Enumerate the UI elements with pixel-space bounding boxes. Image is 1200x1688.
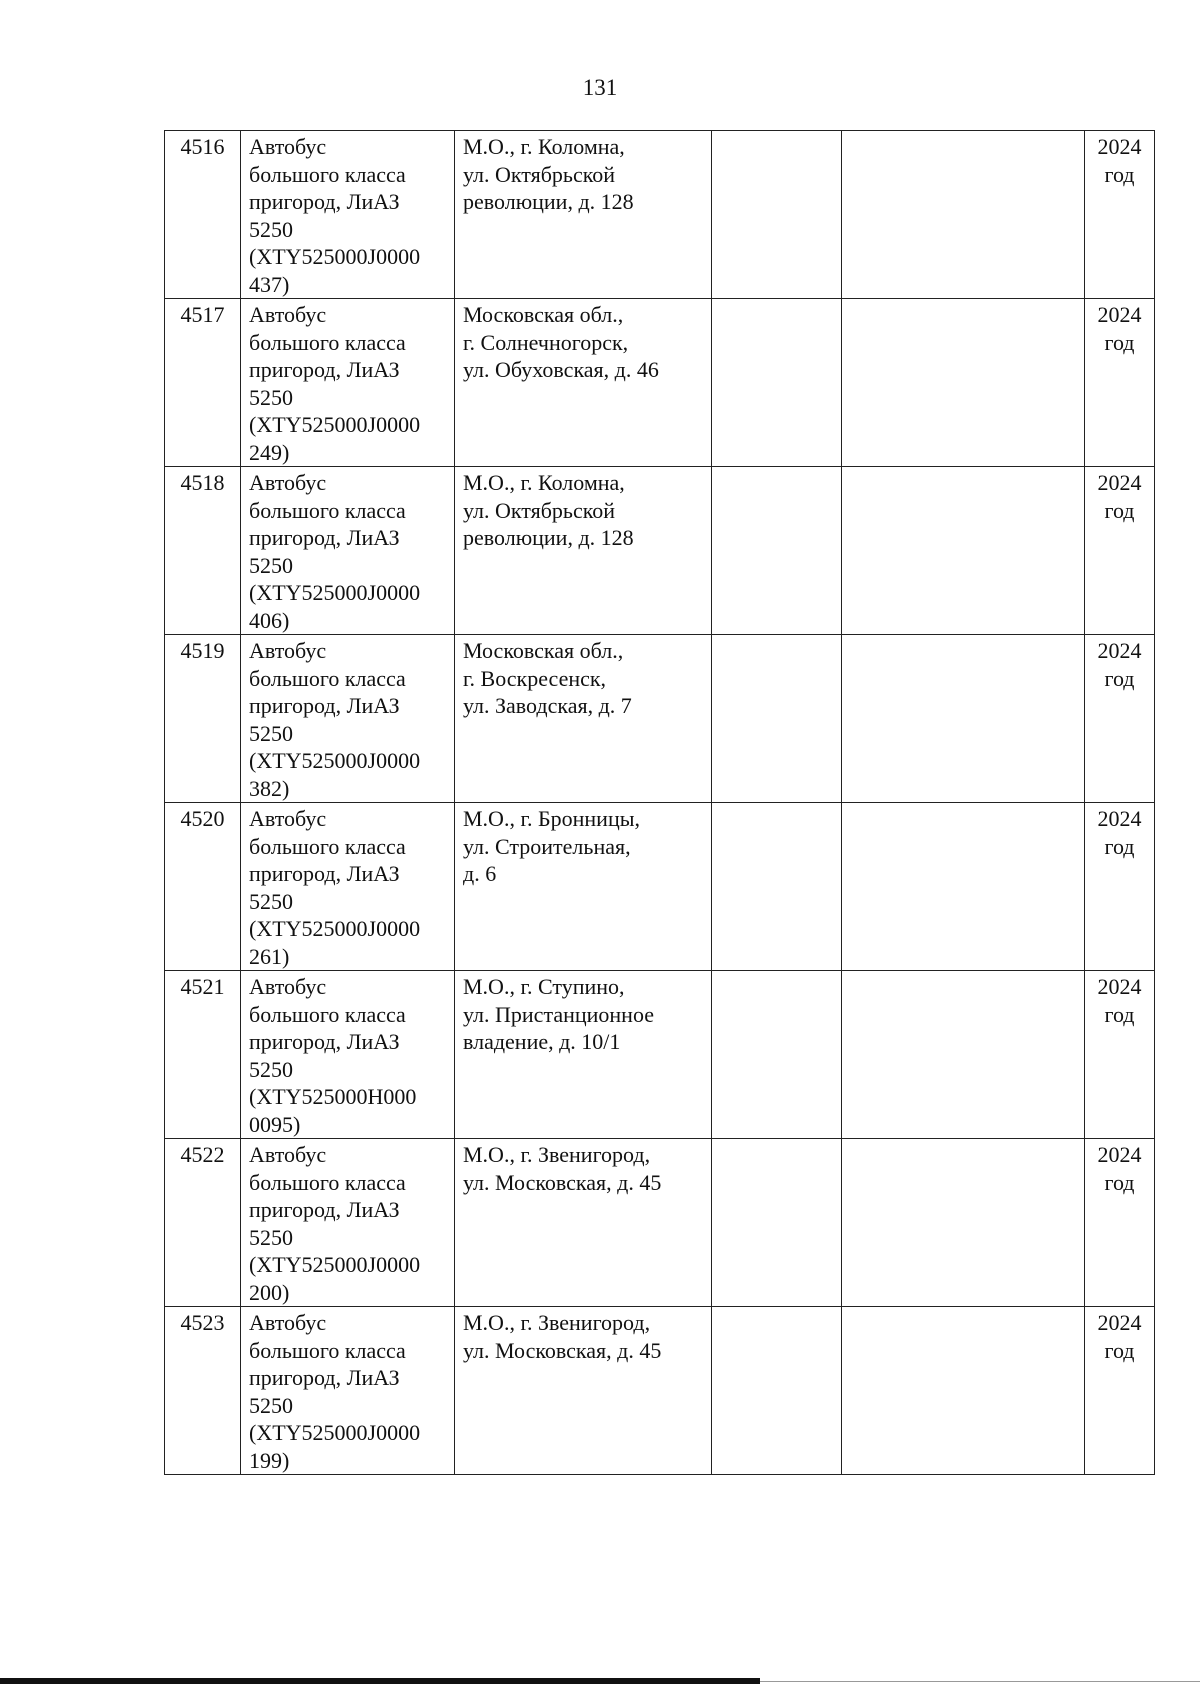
row-number: 4517 — [165, 299, 241, 467]
table-row — [165, 803, 1155, 971]
table-row — [165, 1139, 1155, 1307]
empty-cell — [842, 635, 1085, 803]
empty-cell — [712, 467, 842, 635]
table-row — [165, 971, 1155, 1139]
vehicle-name: Автобус большого класса пригород, ЛиАЗ 5250 (XTY525000J0000 437) — [241, 131, 455, 299]
vehicle-address: М.О., г. Коломна, ул. Октябрьской революции, д. 128 — [455, 467, 712, 635]
year-cell: 2024 год — [1085, 1307, 1155, 1475]
year-cell: 2024 год — [1085, 131, 1155, 299]
vehicle-address: Московская обл., г. Воскресенск, ул. Заводская, д. 7 — [455, 635, 712, 803]
table-row — [165, 299, 1155, 467]
empty-cell — [842, 1307, 1085, 1475]
year-cell: 2024 год — [1085, 803, 1155, 971]
empty-cell — [712, 635, 842, 803]
vehicle-address: М.О., г. Звенигород, ул. Московская, д. 45 — [455, 1139, 712, 1307]
table-row — [165, 131, 1155, 299]
table-row — [165, 1307, 1155, 1475]
row-number: 4521 — [165, 971, 241, 1139]
empty-cell — [842, 803, 1085, 971]
empty-cell — [712, 803, 842, 971]
vehicle-name: Автобус большого класса пригород, ЛиАЗ 5250 (XTY525000J0000 249) — [241, 299, 455, 467]
empty-cell — [842, 1139, 1085, 1307]
year-cell: 2024 год — [1085, 467, 1155, 635]
row-number: 4522 — [165, 1139, 241, 1307]
empty-cell — [712, 971, 842, 1139]
vehicle-address: Московская обл., г. Солнечногорск, ул. Обуховская, д. 46 — [455, 299, 712, 467]
vehicle-table — [164, 130, 1155, 1475]
empty-cell — [842, 299, 1085, 467]
vehicle-name: Автобус большого класса пригород, ЛиАЗ 5250 (XTY525000H000 0095) — [241, 971, 455, 1139]
table-row — [165, 635, 1155, 803]
year-cell: 2024 год — [1085, 1139, 1155, 1307]
row-number: 4518 — [165, 467, 241, 635]
vehicle-name: Автобус большого класса пригород, ЛиАЗ 5250 (XTY525000J0000 261) — [241, 803, 455, 971]
row-number: 4520 — [165, 803, 241, 971]
empty-cell — [842, 131, 1085, 299]
scan-edge-bar — [0, 1678, 760, 1684]
vehicle-address: М.О., г. Звенигород, ул. Московская, д. 45 — [455, 1307, 712, 1475]
vehicle-address: М.О., г. Ступино, ул. Пристанционное владение, д. 10/1 — [455, 971, 712, 1139]
vehicle-name: Автобус большого класса пригород, ЛиАЗ 5250 (XTY525000J0000 406) — [241, 467, 455, 635]
empty-cell — [712, 1307, 842, 1475]
vehicle-address: М.О., г. Коломна, ул. Октябрьской революции, д. 128 — [455, 131, 712, 299]
scan-edge-line — [760, 1681, 1200, 1682]
page-number: 131 — [582, 75, 618, 100]
row-number: 4523 — [165, 1307, 241, 1475]
row-number: 4516 — [165, 131, 241, 299]
vehicle-name: Автобус большого класса пригород, ЛиАЗ 5250 (XTY525000J0000 200) — [241, 1139, 455, 1307]
year-cell: 2024 год — [1085, 971, 1155, 1139]
row-number: 4519 — [165, 635, 241, 803]
empty-cell — [712, 1139, 842, 1307]
vehicle-name: Автобус большого класса пригород, ЛиАЗ 5250 (XTY525000J0000 199) — [241, 1307, 455, 1475]
year-cell: 2024 год — [1085, 299, 1155, 467]
vehicle-address: М.О., г. Бронницы, ул. Строительная, д. 6 — [455, 803, 712, 971]
empty-cell — [712, 131, 842, 299]
empty-cell — [842, 971, 1085, 1139]
empty-cell — [712, 299, 842, 467]
year-cell: 2024 год — [1085, 635, 1155, 803]
empty-cell — [842, 467, 1085, 635]
vehicle-name: Автобус большого класса пригород, ЛиАЗ 5250 (XTY525000J0000 382) — [241, 635, 455, 803]
table-row — [165, 467, 1155, 635]
